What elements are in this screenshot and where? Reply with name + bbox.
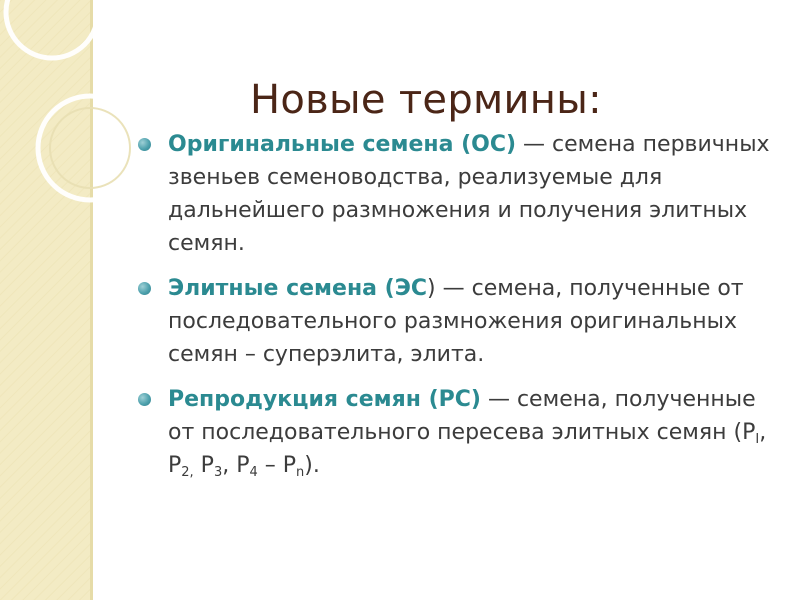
decorative-rings — [0, 0, 140, 260]
subscript-3: 3 — [213, 465, 223, 480]
term-name-close: ) — [427, 276, 436, 301]
subscript-4: 4 — [249, 465, 258, 480]
term-definition: — семена, полученные от последовательного пересева элитных семян (Р — [168, 387, 756, 445]
bullet-icon — [138, 393, 151, 406]
term-item-elite-seeds — [130, 272, 780, 371]
notation-separator: Р — [193, 453, 214, 478]
term-name: Репродукция семян (РС) — [168, 387, 481, 412]
term-name: Элитные семена (ЭС — [168, 276, 428, 301]
term-definition: — семена первичных звеньев семеноводства, реализуемые для дальнейшего размножения и получения элитных семян. — [168, 132, 770, 256]
term-name: Оригинальные семена (ОС) — [168, 132, 517, 157]
bullet-icon — [138, 138, 151, 151]
term-item-original-seeds — [130, 128, 780, 260]
subscript-2: 2, — [181, 465, 194, 480]
terms-list — [130, 128, 780, 494]
subscript-1: I — [755, 432, 760, 447]
notation-end: ). — [304, 453, 320, 478]
notation-separator: , Р — [222, 453, 250, 478]
notation-separator: , Р — [168, 420, 767, 478]
term-item-seed-reproduction — [130, 383, 780, 482]
slide-title: Новые термины: — [250, 76, 602, 123]
term-definition: — семена, полученные от последовательного размножения оригинальных семян – суперэлита, элита. — [168, 276, 744, 367]
bullet-icon — [138, 282, 151, 295]
notation-separator: – Р — [257, 453, 297, 478]
subscript-n: n — [296, 465, 305, 480]
